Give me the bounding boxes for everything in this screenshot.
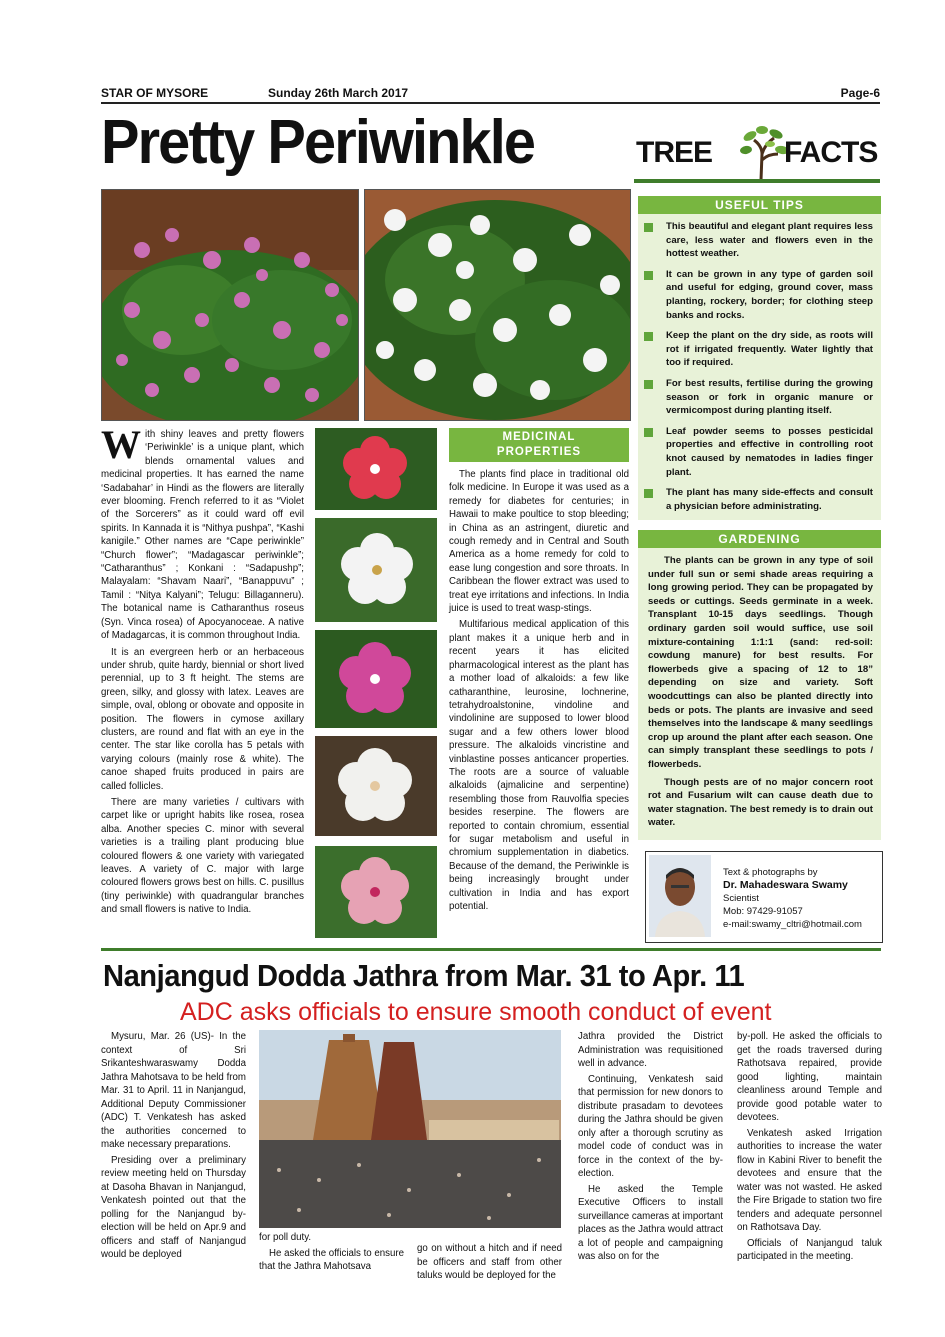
useful-tips-box [638,196,881,520]
tip-item: Keep the plant on the dry side, as roots will rot if irrigated frequently. Water lightly that too if required. [638,329,873,370]
medicinal-para-1: The plants find place in traditional old folk medicine. In Europe it was used as a remedy for diabetes for centuries; in Hawaii to make poultice to stop bleeding; in China as an astringent, diuretic and cough remedy and in Central and South America as a home remedy for cold to ease lung congestion and sore throats. In Caribbean the flower extract was used to treat eye irritations and infections. In India juice is used to treat wasp-stings. [449,469,629,615]
paper-name: STAR OF MYSORE [101,86,209,100]
white-periwinkle-image [365,190,630,420]
story-column-1 [101,1030,246,1264]
story-column-4 [578,1030,723,1266]
tip-item: For best results, fertilise during the growing season or fork in organic manure or vermicompost during planting itself. [638,377,873,418]
useful-tips-list [638,214,881,513]
tree-facts-word2: FACTS [784,136,878,169]
gardening-heading: GARDENING [638,530,881,548]
author-details [723,866,862,931]
intro-para-1: ith shiny leaves and pretty flowers ‘Periwinkle’ is a unique plant, which blends ornamental values and medicinal properties. It has earned the name ‘Sadabahar’ in Hindi as the flowers are literally ever blooming. French referred to it as “Violet of the Sorcerers” as it could ward off evil spirits. In Kannada it is “Nithya pushpa”, “Kashi kanigile.” Other names are “Cape periwinkle” “Church flower”; “Madagascar periwinkle”; “Catharanthus” ; Konkani : “Sadapushp”; Malayalam: “Shavam Naari”, “Banappuvu” ; Tamil : “Nitya Kalyani”; Telugu: Billaganneru). The botanical name is Catharanthus roseus (Syn. Vinca rosea) of Apocyanoceae. A native of Madagarcas, it is common throughout India. [101,429,304,642]
bullet-square-icon [644,223,653,232]
story-para: Officials of Nanjangud taluk participated in the meeting. [737,1237,882,1262]
intro-para-2: It is an evergreen herb or an herbaceous under shrub, quite hardy, biennial or short lived perennial, up to 3 ft height. The stems are green, silky, and glossy with latex. Leaves are simple, oval, oblong or obovate and opposite in position. The flowers in cymose axillary clusters, are round and flat with an eye in the center. The star like corolla has 5 petals with varying colours (mainly rose & white). The canoe shaped fruits produced in pairs are called follicles. [101,646,304,792]
gardening-para-1: The plants can be grown in any type of soil under full sun or semi shade areas requiring a long growing period. They can be propagated by seeds or cuttings. Seeds germinate in a week. Transplant 10-15 days seedlings. Though ordinary garden soil would suffice, use soil mixture-containing 1:1:1 (sand: red-soil: cowdung manure) for best results. For flowerbeds give a spacing of 12 to 18” depending on size and variety. Soft woodcuttings can also be planted directly into beds or pots. The plants are invasive and seed themselves into the landscape & many seedlings crop up around the plant after each season. One can simply transplant these seedlings to pots / flowerbeds. [648,555,873,770]
bullet-square-icon [644,332,653,341]
flower-thumbnail-strip [315,428,437,938]
drop-cap: W [101,422,141,467]
section-divider [101,948,881,951]
story-para: Mysuru, Mar. 26 (US)- In the context of Sri Srikanteshwaraswamy Dodda Jathra Mahotsava to be held from Mar. 31 to April. 11 in Nanjangud, Additional Deputy Commissioner (ADC) T. Venkatesh has asked the authorities concerned to make necessary preparations. [101,1031,246,1150]
tree-facts-word1: TREE [636,136,713,169]
tree-facts-logo [634,130,880,186]
gardening-box [638,530,881,840]
medicinal-para-2: Multifarious medical application of this plant makes it a unique herb and in recent years it has elicited pharmacological interest as the plant has a mother load of alkaloids: a few like catharanthine, leurosine, lochnerine, tetrahydroalstonine, vindoline and vindolinine are supposed to lower blood sugar and a few others lower blood pressure. The alkaloids vincristine and vinblastine posses anticancer properties. The roots are a source of valuable alkaloids (ajmalicine and serpentine) resembling those from Rauvolfia species besides reserpine. The flowers are reported to contain chromium, essential for sugar metabolism and useful in chromium supplementation in diabetics. Because of the demand, the Periwinkle is being increasingly brought under cultivation in India and has export potential. [449,619,629,912]
story-subhead: ADC asks officials to ensure smooth conduct of event [180,998,772,1026]
intro-para-3: There are many varieties / cultivars with carpet like or upright habits like rosea, rosea alba. Another species C. minor with several varieties is a trailing plant producing blue coloured flowers & one variety with variegated leaves. A variety of C. major with large coloured flowers grows best on hills. C. pusillus (tiny periwinkle) with quadrangular branches and small flowers is native to India. [101,796,304,916]
author-credit: Text & photographs by [723,867,818,878]
photo-white-periwinkle [364,189,631,421]
author-email: e-mail:swamy_cltri@hotmail.com [723,919,862,930]
page-number: Page-6 [840,86,880,100]
masthead-bar [101,84,880,104]
story-para: for poll duty. [259,1232,312,1243]
gardening-text [638,548,881,830]
useful-tips-heading: USEFUL TIPS [638,196,881,214]
tip-item: The plant has many side-effects and consult a physician before administrating. [638,486,873,513]
pink-periwinkle-image [102,190,358,420]
tip-item: It can be grown in any type of garden soil and useful for edging, ground cover, mass planting, rockery, border; for clothing steep banks and rocks. [638,268,873,322]
story-column-5 [737,1030,882,1266]
bullet-square-icon [644,489,653,498]
story-para: He asked the Temple Executive Officers to install surveillance cameras at important places as the Jathra would attract a lot of people and campaigning was also on for the [578,1183,723,1262]
story-para: Continuing, Venkatesh said that permission for new donors to distribute prasadam to devotees during the Jathra should be given only after a thorough scrutiny as model code of conduct was in force in the context of the by-election. [578,1073,723,1179]
story-para: Jathra provided the District Administration was requisitioned well in advance. [578,1031,723,1069]
tree-facts-underline [634,179,880,183]
gardening-para-2: Though pests are of no major concern root rot and Fusarium wilt can cause death due to water stagnation. The best remedy is to drain out water. [648,776,873,829]
story-headline: Nanjangud Dodda Jathra from Mar. 31 to Apr. 11 [103,958,745,993]
medicinal-heading-line2: PROPERTIES [496,446,582,458]
story-para: Presiding over a preliminary review meeting held on Thursday at Dasoha Bhavan in Nanjangud, Venkatesh pointed out that the polling for the Nanjangud by-election will be held on Apr.9 and officers and staff of Nanjangud would be deployed [101,1154,246,1260]
medicinal-heading-line1: MEDICINAL [502,431,576,443]
story-column-2 [259,1231,404,1276]
author-box [645,851,883,943]
temple-chariot-image [259,1030,561,1228]
medicinal-heading [449,428,629,462]
author-mobile: Mob: 97429-91057 [723,906,803,917]
issue-date: Sunday 26th March 2017 [268,86,409,100]
author-name: Dr. Mahadeswara Swamy [723,879,848,891]
story-para: Venkatesh asked Irrigation authorities to increase the water flow in Kabini River to benefit the devotees and ensure that the water was not wasted. He asked the Fire Brigade to station two fire tenders and adequate personnel on Rathotsava Day. [737,1127,882,1233]
intro-article [101,422,304,920]
author-role: Scientist [723,893,759,904]
bullet-square-icon [644,380,653,389]
bullet-square-icon [644,428,653,437]
medicinal-article [449,468,629,916]
author-photo [649,855,711,937]
tip-item: This beautiful and elegant plant requires less care, less water and flowers even in the hottest weather. [638,220,873,261]
tip-item: Leaf powder seems to posses pesticidal properties and effective in controlling root knot caused by nematodes in ladies finger plant. [638,425,873,479]
temple-photo [259,1030,561,1228]
story-para: go on without a hitch and if need be officers and staff from other taluks would be deployed for the [417,1243,562,1281]
story-para: by-poll. He asked the officials to get the roads traversed during Rathotsava repaired, provide good lighting, maintain cleanliness around Temple and provide good potable water to devotees. [737,1031,882,1123]
story-column-3 [417,1242,562,1285]
page-title: Pretty Periwinkle [101,108,535,177]
story-para: He asked the officials to ensure that the Jathra Mahotsava [259,1247,404,1272]
photo-pink-periwinkle [101,189,359,421]
bullet-square-icon [644,271,653,280]
flower-thumbnails [315,428,437,943]
